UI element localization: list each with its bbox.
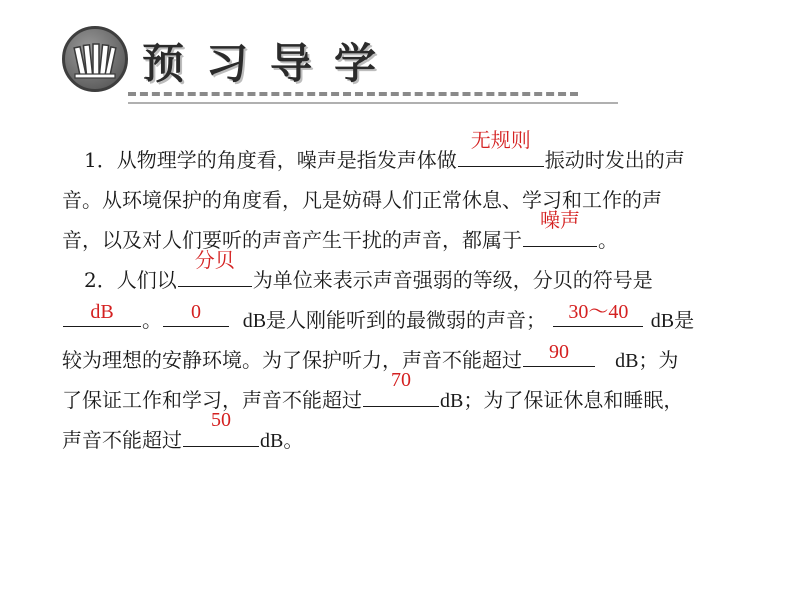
answer-blank [553,300,643,327]
title-char: 预 [141,39,184,88]
text: dB；为了保证休息和睡眠， [440,390,684,412]
answer-blank [523,340,595,367]
header-divider-dashed [128,92,578,96]
answer-text: 90 [549,341,569,363]
text: dB是人刚能听到的最微弱的声音； [242,310,547,332]
answer-blank [363,369,439,407]
answer-text: 噪声 [540,208,580,232]
answer-blank [163,300,229,327]
book-stack-icon [62,26,128,92]
page-title [136,34,382,88]
text: 为单位来表示声音强弱的等级，分贝的符号是 [252,268,653,292]
question-2-line-4 [62,369,752,420]
answer-text: 70 [391,369,411,391]
text: 。 [142,308,162,332]
exercise-content [62,128,752,460]
text: 振动时发出的声 [544,148,685,172]
question-2-line-5 [62,409,752,460]
answer-blank [183,409,259,447]
text: 了保证工作和学习，声音不能超过 [62,388,362,412]
answer-text: 无规则 [470,128,531,152]
question-1-line-1 [62,128,752,180]
answer-blank [458,128,544,167]
title-char: 导 [269,39,312,88]
question-2-line-2 [62,300,752,340]
answer-blank [63,300,141,327]
title-char: 习 [205,39,248,88]
text: dB；为 [615,350,679,372]
text: 声音不能超过 [62,428,182,452]
text: dB。 [260,430,304,452]
section-header [58,18,578,108]
text: dB是 [650,310,695,332]
question-2-line-1 [62,248,752,300]
header-divider [128,102,618,104]
answer-text: 30～40 [568,301,629,323]
text: 2．人们以 [84,268,177,292]
answer-text: 50 [211,409,231,431]
answer-text: 0 [191,301,201,323]
answer-blank [178,248,252,287]
text: 。 [598,228,618,252]
question-1-line-3 [62,208,752,260]
answer-blank [523,208,597,247]
answer-text: 分贝 [194,248,235,272]
text: 1．从物理学的角度看，噪声是指发声体做 [84,148,457,172]
text: 音，以及对人们要听的声音产生干扰的声音，都属于 [62,228,522,252]
answer-text: dB [90,301,114,323]
text: 音。从环境保护的角度看，凡是妨碍人们正常休息、学习和工作的声 [62,188,662,212]
text: 较为理想的安静环境。为了保护听力，声音不能超过 [62,348,522,372]
question-1-line-2 [62,180,752,220]
title-char: 学 [333,39,376,88]
